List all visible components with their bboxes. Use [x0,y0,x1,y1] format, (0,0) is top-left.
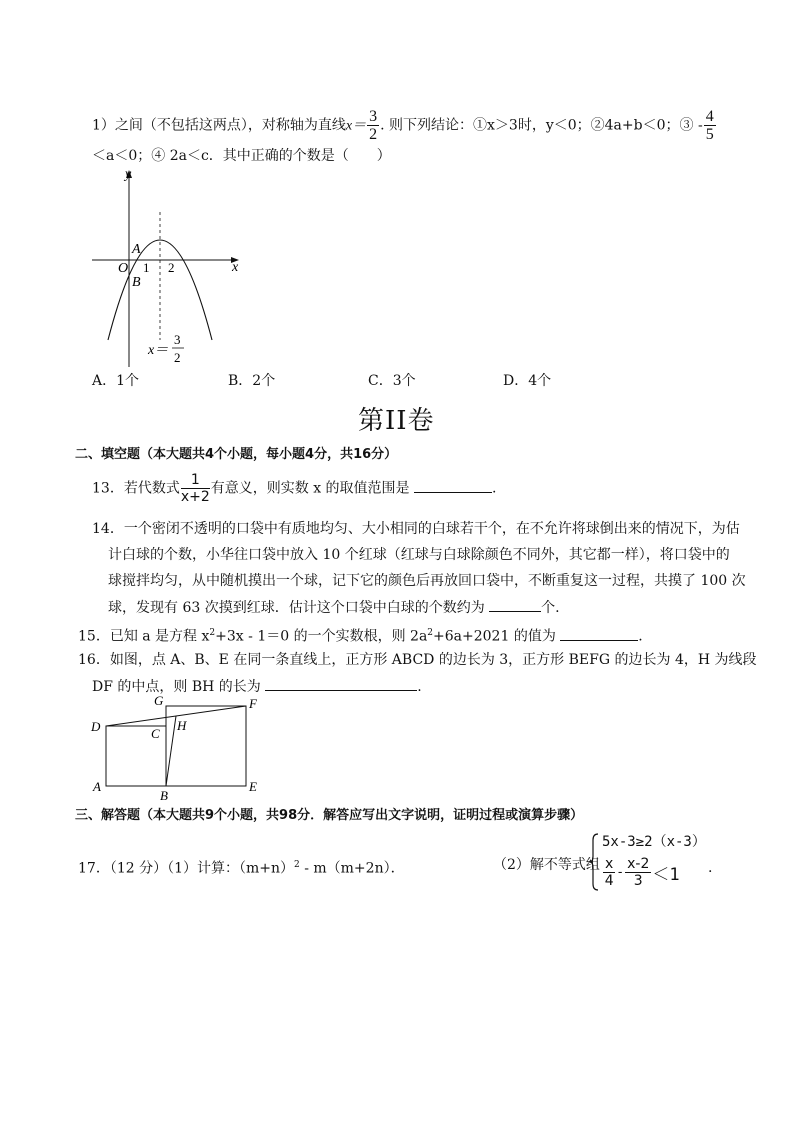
q12-option-c: C．3个 [368,373,416,389]
q16-line2-a: DF 的中点，则 BH 的长为 [92,679,261,695]
section2-heading: 二、填空题（本大题共4个小题，每小题4分，共16分） [75,447,398,462]
q12-cond1: x＞3时，y＜0；②4a+b＜0；③ - [487,117,703,134]
q16-line2-b: . [417,679,422,695]
q12-axis-frac-num: 3 [369,108,378,125]
q13 [92,472,496,505]
q15-sup1: 2 [209,628,216,638]
q15-end: . [638,628,643,645]
q17-inequality-system [590,832,720,894]
q12-fraction [704,108,716,143]
q12-line1 [92,108,717,143]
q16-squares-figure [86,694,266,802]
origin-label: O [118,261,129,276]
tick-2: 2 [168,260,175,275]
ineq2-frac2-num: x-2 [627,856,650,872]
q13-frac-den: x+2 [180,489,210,505]
q12-x-eq: x＝ [345,118,367,134]
part2-title: 第II卷 [358,406,435,436]
q14-line4-a: 球，发现有 63 次摸到红球．估计这个口袋中白球的个数约为 [108,600,485,616]
q17-part2-label: （2）解不等式组 [493,857,600,873]
q17-part1-a: 17．（12 分）（1）计算：（m+n） [78,860,295,877]
q13-suffix: 有意义，则实数 x 的取值范围是 [210,480,410,497]
q14-line1: 14．一个密闭不透明的口袋中有质地均匀、大小相同的白球若干个，在不允许将球倒出来的情况下，为估 [92,521,740,537]
label-b: B [160,788,168,802]
q17-part1-b: - m（m+2n）． [299,860,405,877]
q13-end: . [492,480,497,497]
q15 [78,623,643,647]
ineq2-frac1-num: x [605,856,614,872]
q12-option-a: A．1个 [92,373,140,389]
label-c: C [151,726,160,741]
q17-sup: 2 [294,860,300,870]
q12-axis-fraction [367,108,379,143]
q14-line2: 计白球的个数，小华往口袋中放入 10 个红球（红球与白球除颜色不同外，其它都一样），将口袋中的 [108,547,730,563]
segment-bh [166,716,176,786]
ineq2-relation: ＜1 [652,865,680,885]
q13-prefix: 13．若代数式 [92,480,180,497]
q12-line1-b: . 则下列结论：① [380,117,488,134]
tick-1: 1 [143,260,150,275]
q13-answer-blank [414,478,492,493]
q13-fraction [181,472,210,505]
axis-caption: x＝ [148,343,169,358]
q15-text-a: 15．已知 a 是方程 x [78,628,210,645]
q15-text-c: +6a+2021 的值为 [433,628,556,645]
axis-caption-den: 2 [174,350,181,365]
ineq2-frac2 [625,856,651,889]
axis-caption-num: 3 [174,332,181,347]
ineq2-minus: - [616,865,625,880]
q16-answer-blank [265,676,417,691]
q12-option-b: B．2个 [228,373,276,389]
label-d: D [91,719,101,734]
q15-answer-blank [560,626,638,641]
ineq2-frac2-den: 3 [633,873,643,889]
q15-sup2: 2 [427,628,434,638]
x-label: x [232,260,239,275]
q15-text-b: +3x - 1＝0 的一个实数根，则 2a [215,628,428,645]
section3-heading: 三、解答题（本大题共9个小题，共98分．解答应写出文字说明，证明过程或演算步骤） [75,808,584,823]
q12-line1-a: 1）之间（不包括这两点），对称轴为直线 [92,117,346,134]
q14-line3: 球搅拌均匀，从中随机摸出一个球，记下它的颜色后再放回口袋中，不断重复这一过程，共摸了 100 次 [108,573,746,589]
point-b-label: B [132,275,141,290]
y-label: y [125,167,132,182]
q12-parabola-graph [88,162,248,372]
q13-frac-num: 1 [181,472,210,489]
q14-answer-blank [489,597,541,612]
label-g: G [154,694,164,708]
q17-end: . [708,860,713,876]
q14-line4-b: 个. [541,600,560,616]
label-h: H [177,718,187,733]
label-e: E [249,779,257,794]
label-a: A [93,779,101,794]
label-f: F [249,696,257,711]
q12-axis-frac-den: 2 [369,126,378,143]
brace-icon [590,832,600,892]
ineq2-frac1 [603,856,615,889]
q14-line4 [108,597,560,618]
point-a-label: A [132,242,141,257]
q12-frac-num: 4 [705,108,714,125]
q17-part1 [78,855,405,879]
q12-option-d: D．4个 [503,373,552,389]
ineq2-frac1-den: 4 [604,873,614,889]
ineq2 [602,856,680,889]
q12-line2: ＜a＜0；④ 2a＜c．其中正确的个数是（ ） [92,148,391,164]
q16-line1: 16．如图，点 A、B、E 在同一条直线上，正方形 ABCD 的边长为 3，正方形 BEFG 的边长为 4，H 为线段 [78,652,757,668]
ineq1: 5x-3≥2（x-3） [602,834,706,850]
q12-frac-den: 5 [705,126,714,143]
